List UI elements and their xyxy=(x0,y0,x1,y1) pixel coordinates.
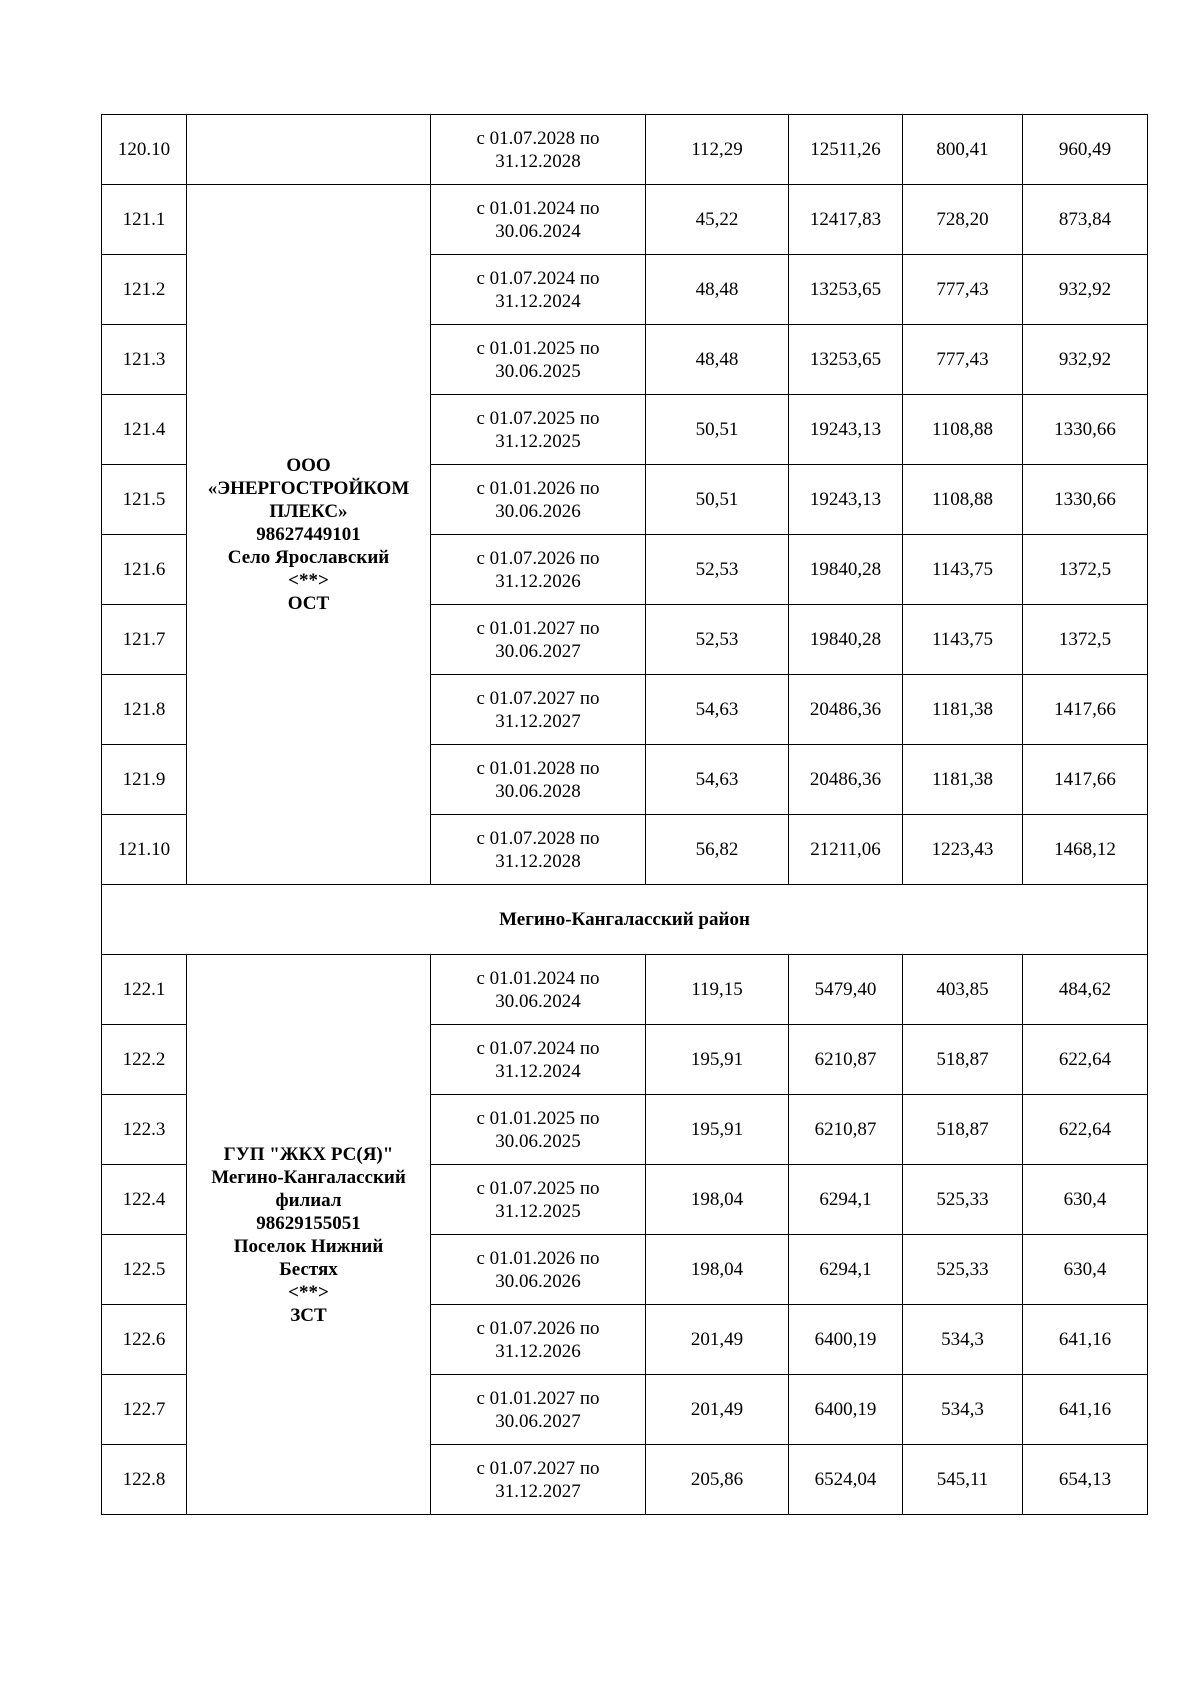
value-cell-2: 6294,1 xyxy=(789,1235,903,1305)
period-start: с 01.01.2024 по xyxy=(476,967,600,989)
period-start: с 01.01.2026 по xyxy=(476,1247,600,1269)
tariff-table xyxy=(101,114,1148,1515)
table-body xyxy=(102,115,1148,1515)
value-cell-2: 20486,36 xyxy=(789,745,903,815)
period-cell xyxy=(431,1025,646,1095)
period-start: с 01.07.2027 по xyxy=(476,1457,600,1479)
organization-line: ОСТ xyxy=(287,593,330,614)
period-end: 30.06.2026 xyxy=(495,500,581,522)
period-end: 31.12.2026 xyxy=(495,1340,581,1362)
period-end: 30.06.2024 xyxy=(495,220,581,242)
period-end: 30.06.2028 xyxy=(495,780,581,802)
period-cell xyxy=(431,1305,646,1375)
value-cell-3: 1223,43 xyxy=(903,815,1023,885)
period-start: с 01.07.2028 по xyxy=(476,127,600,149)
period-end: 30.06.2027 xyxy=(495,640,581,662)
period-cell xyxy=(431,605,646,675)
period-end: 31.12.2024 xyxy=(495,1060,581,1082)
row-number: 122.4 xyxy=(102,1165,187,1235)
organization-line: Село Ярославский xyxy=(227,547,390,568)
row-number: 122.3 xyxy=(102,1095,187,1165)
value-cell-1: 50,51 xyxy=(646,395,789,465)
value-cell-2: 6210,87 xyxy=(789,1025,903,1095)
period-cell xyxy=(431,1095,646,1165)
period-cell xyxy=(431,815,646,885)
value-cell-3: 545,11 xyxy=(903,1445,1023,1515)
row-number: 121.6 xyxy=(102,535,187,605)
period-cell xyxy=(431,535,646,605)
value-cell-4: 932,92 xyxy=(1023,255,1148,325)
row-number: 121.4 xyxy=(102,395,187,465)
value-cell-2: 20486,36 xyxy=(789,675,903,745)
value-cell-2: 12417,83 xyxy=(789,185,903,255)
organization-line: филиал xyxy=(275,1189,342,1211)
value-cell-3: 534,3 xyxy=(903,1305,1023,1375)
value-cell-4: 1330,66 xyxy=(1023,395,1148,465)
period-start: с 01.07.2027 по xyxy=(476,687,600,709)
value-cell-4: 1417,66 xyxy=(1023,745,1148,815)
row-number: 121.2 xyxy=(102,255,187,325)
period-start: с 01.07.2025 по xyxy=(476,1177,600,1199)
value-cell-1: 56,82 xyxy=(646,815,789,885)
period-end: 30.06.2025 xyxy=(495,360,581,382)
period-end: 30.06.2027 xyxy=(495,1410,581,1432)
value-cell-1: 201,49 xyxy=(646,1305,789,1375)
period-start: с 01.01.2025 по xyxy=(476,1107,600,1129)
value-cell-4: 622,64 xyxy=(1023,1025,1148,1095)
period-end: 31.12.2027 xyxy=(495,1480,581,1502)
value-cell-3: 728,20 xyxy=(903,185,1023,255)
value-cell-4: 1372,5 xyxy=(1023,535,1148,605)
value-cell-1: 45,22 xyxy=(646,185,789,255)
value-cell-1: 198,04 xyxy=(646,1235,789,1305)
value-cell-2: 6400,19 xyxy=(789,1375,903,1445)
period-cell xyxy=(431,465,646,535)
value-cell-1: 54,63 xyxy=(646,675,789,745)
value-cell-1: 198,04 xyxy=(646,1165,789,1235)
period-start: с 01.07.2028 по xyxy=(476,827,600,849)
organization-line: ГУП "ЖКХ РС(Я)" xyxy=(223,1143,394,1165)
table-row xyxy=(102,955,1148,1025)
organization-cell xyxy=(187,115,431,185)
period-cell xyxy=(431,395,646,465)
value-cell-4: 654,13 xyxy=(1023,1445,1148,1515)
value-cell-3: 518,87 xyxy=(903,1025,1023,1095)
value-cell-4: 1468,12 xyxy=(1023,815,1148,885)
row-number: 122.7 xyxy=(102,1375,187,1445)
value-cell-2: 21211,06 xyxy=(789,815,903,885)
period-cell xyxy=(431,745,646,815)
value-cell-2: 6210,87 xyxy=(789,1095,903,1165)
value-cell-2: 13253,65 xyxy=(789,255,903,325)
value-cell-1: 119,15 xyxy=(646,955,789,1025)
value-cell-2: 19243,13 xyxy=(789,395,903,465)
value-cell-1: 195,91 xyxy=(646,1025,789,1095)
row-number: 121.1 xyxy=(102,185,187,255)
value-cell-2: 19243,13 xyxy=(789,465,903,535)
period-end: 30.06.2026 xyxy=(495,1270,581,1292)
value-cell-4: 1417,66 xyxy=(1023,675,1148,745)
period-end: 31.12.2028 xyxy=(495,850,581,872)
period-cell xyxy=(431,1235,646,1305)
value-cell-3: 518,87 xyxy=(903,1095,1023,1165)
period-cell xyxy=(431,675,646,745)
period-cell xyxy=(431,1165,646,1235)
organization-line: «ЭНЕРГОСТРОЙКОМ xyxy=(207,478,410,499)
row-number: 121.10 xyxy=(102,815,187,885)
period-start: с 01.01.2025 по xyxy=(476,337,600,359)
value-cell-3: 1108,88 xyxy=(903,465,1023,535)
period-start: с 01.01.2027 по xyxy=(476,617,600,639)
value-cell-3: 525,33 xyxy=(903,1165,1023,1235)
value-cell-3: 777,43 xyxy=(903,325,1023,395)
organization-line: Поселок Нижний xyxy=(233,1235,384,1257)
period-start: с 01.07.2025 по xyxy=(476,407,600,429)
period-start: с 01.07.2026 по xyxy=(476,547,600,569)
organization-line: Мегино-Кангаласский xyxy=(211,1166,406,1188)
row-number: 122.5 xyxy=(102,1235,187,1305)
value-cell-4: 873,84 xyxy=(1023,185,1148,255)
value-cell-3: 403,85 xyxy=(903,955,1023,1025)
value-cell-3: 777,43 xyxy=(903,255,1023,325)
value-cell-4: 622,64 xyxy=(1023,1095,1148,1165)
organization-line: ПЛЕКС» xyxy=(269,501,348,522)
period-end: 31.12.2026 xyxy=(495,570,581,592)
row-number: 121.3 xyxy=(102,325,187,395)
organization-line: 98629155051 xyxy=(256,1212,361,1234)
value-cell-1: 205,86 xyxy=(646,1445,789,1515)
value-cell-4: 1372,5 xyxy=(1023,605,1148,675)
row-number: 121.7 xyxy=(102,605,187,675)
row-number: 121.8 xyxy=(102,675,187,745)
period-cell xyxy=(431,255,646,325)
period-cell xyxy=(431,1375,646,1445)
value-cell-2: 19840,28 xyxy=(789,605,903,675)
value-cell-1: 112,29 xyxy=(646,115,789,185)
period-start: с 01.07.2024 по xyxy=(476,1037,600,1059)
section-row xyxy=(102,885,1148,955)
value-cell-1: 52,53 xyxy=(646,535,789,605)
row-number: 121.5 xyxy=(102,465,187,535)
value-cell-4: 630,4 xyxy=(1023,1235,1148,1305)
value-cell-3: 800,41 xyxy=(903,115,1023,185)
value-cell-4: 641,16 xyxy=(1023,1375,1148,1445)
period-end: 30.06.2025 xyxy=(495,1130,581,1152)
value-cell-4: 630,4 xyxy=(1023,1165,1148,1235)
period-cell xyxy=(431,115,646,185)
value-cell-4: 960,49 xyxy=(1023,115,1148,185)
value-cell-4: 932,92 xyxy=(1023,325,1148,395)
period-start: с 01.01.2024 по xyxy=(476,197,600,219)
period-start: с 01.07.2024 по xyxy=(476,267,600,289)
period-cell xyxy=(431,325,646,395)
value-cell-1: 52,53 xyxy=(646,605,789,675)
value-cell-2: 6400,19 xyxy=(789,1305,903,1375)
table-row xyxy=(102,115,1148,185)
period-cell xyxy=(431,955,646,1025)
value-cell-4: 484,62 xyxy=(1023,955,1148,1025)
value-cell-3: 1181,38 xyxy=(903,675,1023,745)
period-start: с 01.01.2028 по xyxy=(476,757,600,779)
value-cell-3: 534,3 xyxy=(903,1375,1023,1445)
value-cell-3: 1143,75 xyxy=(903,605,1023,675)
value-cell-4: 641,16 xyxy=(1023,1305,1148,1375)
value-cell-3: 1143,75 xyxy=(903,535,1023,605)
value-cell-2: 5479,40 xyxy=(789,955,903,1025)
value-cell-1: 48,48 xyxy=(646,255,789,325)
organization-line: Бестях xyxy=(279,1258,338,1280)
period-end: 31.12.2025 xyxy=(495,430,581,452)
organization-line: 98627449101 xyxy=(256,524,361,545)
value-cell-2: 19840,28 xyxy=(789,535,903,605)
organization-line: <**> xyxy=(288,1281,329,1303)
organization-line: ЗСТ xyxy=(290,1304,327,1326)
row-number: 122.1 xyxy=(102,955,187,1025)
value-cell-2: 6524,04 xyxy=(789,1445,903,1515)
period-end: 31.12.2028 xyxy=(495,150,581,172)
period-cell xyxy=(431,185,646,255)
period-start: с 01.01.2027 по xyxy=(476,1387,600,1409)
value-cell-2: 12511,26 xyxy=(789,115,903,185)
period-end: 31.12.2025 xyxy=(495,1200,581,1222)
section-title: Мегино-Кангаласский район xyxy=(102,885,1148,955)
organization-cell xyxy=(187,955,431,1515)
value-cell-4: 1330,66 xyxy=(1023,465,1148,535)
value-cell-1: 48,48 xyxy=(646,325,789,395)
value-cell-2: 13253,65 xyxy=(789,325,903,395)
row-number: 121.9 xyxy=(102,745,187,815)
value-cell-3: 1181,38 xyxy=(903,745,1023,815)
value-cell-1: 201,49 xyxy=(646,1375,789,1445)
organization-line: <**> xyxy=(288,570,329,591)
value-cell-1: 54,63 xyxy=(646,745,789,815)
value-cell-1: 195,91 xyxy=(646,1095,789,1165)
table-row xyxy=(102,185,1148,255)
period-cell xyxy=(431,1445,646,1515)
value-cell-2: 6294,1 xyxy=(789,1165,903,1235)
organization-cell xyxy=(187,185,431,885)
period-end: 30.06.2024 xyxy=(495,990,581,1012)
organization-line: ООО xyxy=(286,455,331,476)
value-cell-1: 50,51 xyxy=(646,465,789,535)
period-end: 31.12.2024 xyxy=(495,290,581,312)
period-start: с 01.01.2026 по xyxy=(476,477,600,499)
period-start: с 01.07.2026 по xyxy=(476,1317,600,1339)
row-number: 122.2 xyxy=(102,1025,187,1095)
value-cell-3: 525,33 xyxy=(903,1235,1023,1305)
value-cell-3: 1108,88 xyxy=(903,395,1023,465)
period-end: 31.12.2027 xyxy=(495,710,581,732)
row-number: 122.8 xyxy=(102,1445,187,1515)
row-number: 122.6 xyxy=(102,1305,187,1375)
row-number: 120.10 xyxy=(102,115,187,185)
